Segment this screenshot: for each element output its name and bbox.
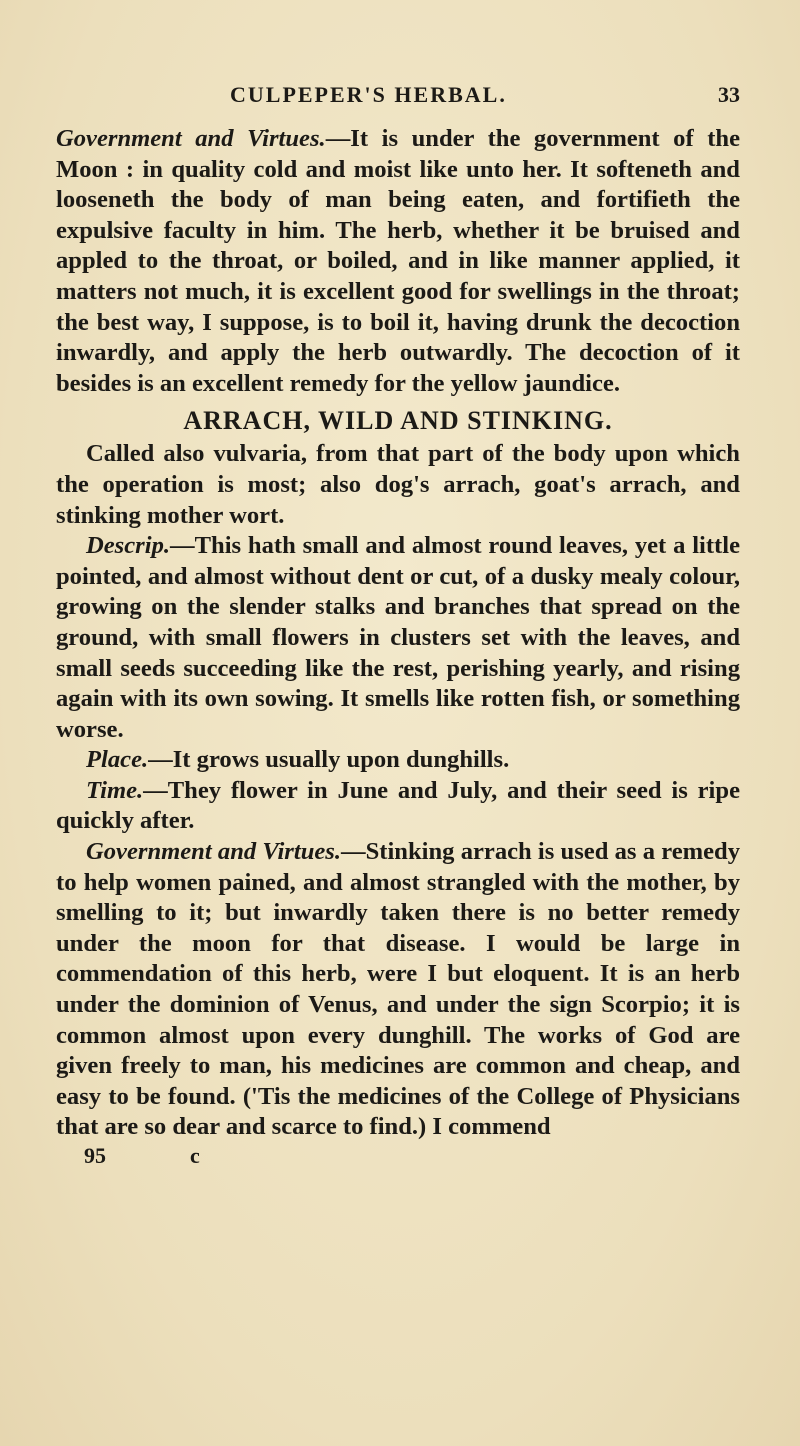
time-text: —They flower in June and July, and their seed is ripe quickly after. xyxy=(56,776,740,835)
description-paragraph xyxy=(56,531,740,745)
intro-paragraph xyxy=(56,124,740,399)
time-lead: Time. xyxy=(86,776,144,804)
running-head-title: CULPEPER'S HERBAL. xyxy=(230,82,507,107)
description-text: —This hath small and almost round leaves, yet a little pointed, and almost without dent or cut, of a dusky mealy colour, growing on the slender stalks and branches that spread on the ground, with small flowers in clusters set with the leaves, and small seeds succeeding like the rest, perishing yearly, and rising again with its own sowing. It smells like rotten fish, or something worse. xyxy=(56,532,740,743)
page-number: 33 xyxy=(718,82,740,107)
intro-text: —It is under the government of the Moon : in quality cold and moist like unto her. It softeneth and looseneth the body of man being eaten, and fortifieth the expulsive faculty in him. The herb, whether it be bruised and appled to the throat, or boiled, and in like manner applied, it matters not much, it is excellent good for swellings in the throat; the best way, I suppose, is to boil it, having drunk the decoction inwardly, and apply the herb outwardly. The decoction of it besides is an excellent remedy for the yellow jaundice. xyxy=(56,125,740,397)
time-paragraph xyxy=(56,776,740,837)
virtues-lead: Government and Virtues. xyxy=(86,838,342,866)
called-paragraph: Called also vulvaria, from that part of the body upon which the operation is most; also dog's arrach, goat's arrach, and stinking mother wort. xyxy=(56,440,740,529)
signature-line xyxy=(56,1143,740,1175)
virtues-text: —Stinking arrach is used as a remedy to help women pained, and almost strangled with the mother, by smelling to it; but inwardly taken there is no better remedy under the moon for that disease. I would be large in commendation of this herb, were I but eloquent. It is an herb under the dominion of Venus, and under the sign Scorpio; it is common almost upon every dunghill. The works of God are given freely to man, his medicines are common and cheap, and easy to be found. ('Tis the medicines of the College of Physicians that are so dear and scarce to find.) I commend xyxy=(56,838,740,1141)
description-lead: Descrip. xyxy=(86,532,171,560)
intro-lead: Government and Virtues. xyxy=(56,125,326,152)
running-head xyxy=(56,82,740,118)
page-sequence-number: 95 xyxy=(84,1143,106,1168)
entry-heading: ARRACH, WILD AND STINKING. xyxy=(183,406,613,436)
place-lead: Place. xyxy=(86,746,149,774)
place-text: —It grows usually upon dunghills. xyxy=(148,746,510,774)
virtues-paragraph xyxy=(56,837,740,1143)
place-paragraph xyxy=(56,745,740,776)
signature-mark: c xyxy=(190,1143,200,1168)
